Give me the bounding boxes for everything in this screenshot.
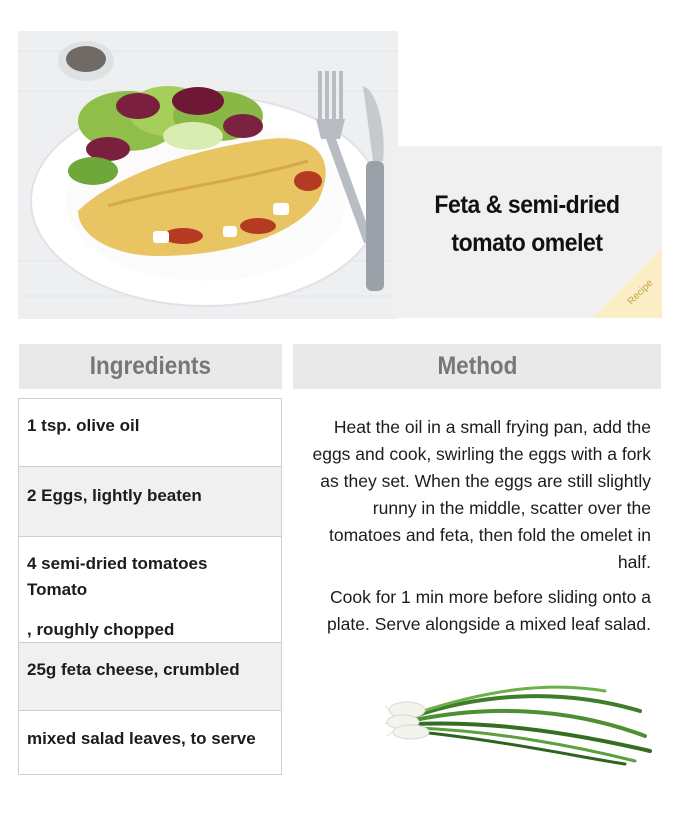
ingredient-row — [19, 537, 281, 643]
ingredient-text: , roughly chopped — [27, 620, 175, 639]
ingredients-table — [18, 398, 282, 775]
ingredient-row — [19, 643, 281, 711]
spring-onion-image — [385, 676, 655, 766]
method-paragraph: Heat the oil in a small frying pan, add the eggs and cook, swirling the eggs with a fork as they set. When the eggs are still slightly runny in the middle, scatter over the tomatoes and feta, then fold the omelet in half. — [312, 417, 651, 572]
recipe-title-line2: tomato omelet — [451, 229, 603, 257]
method-heading: Method — [293, 344, 661, 389]
method-paragraph: Cook for 1 min more before sliding onto a plate. Serve alongside a mixed leaf salad. — [327, 587, 651, 634]
ingredient-row — [19, 467, 281, 537]
ingredient-text: mixed salad leaves, to serve — [27, 729, 256, 748]
method-text — [300, 414, 651, 646]
ingredient-text: 4 semi-dried tomatoes — [27, 554, 208, 573]
recipe-title-card — [392, 146, 662, 318]
ingredient-row — [19, 399, 281, 467]
ingredient-text: 2 Eggs, lightly beaten — [27, 486, 202, 505]
ingredient-text: 1 tsp. olive oil — [27, 416, 140, 435]
recipe-title-line1: Feta & semi-dried — [434, 191, 620, 219]
ingredient-text: Tomato — [27, 580, 88, 599]
recipe-tag-label: Recipe — [625, 277, 656, 308]
ingredient-text: 25g feta cheese, crumbled — [27, 660, 240, 679]
ingredient-row — [19, 711, 281, 775]
omelet-photo — [18, 31, 398, 319]
ingredients-heading: Ingredients — [19, 344, 282, 389]
